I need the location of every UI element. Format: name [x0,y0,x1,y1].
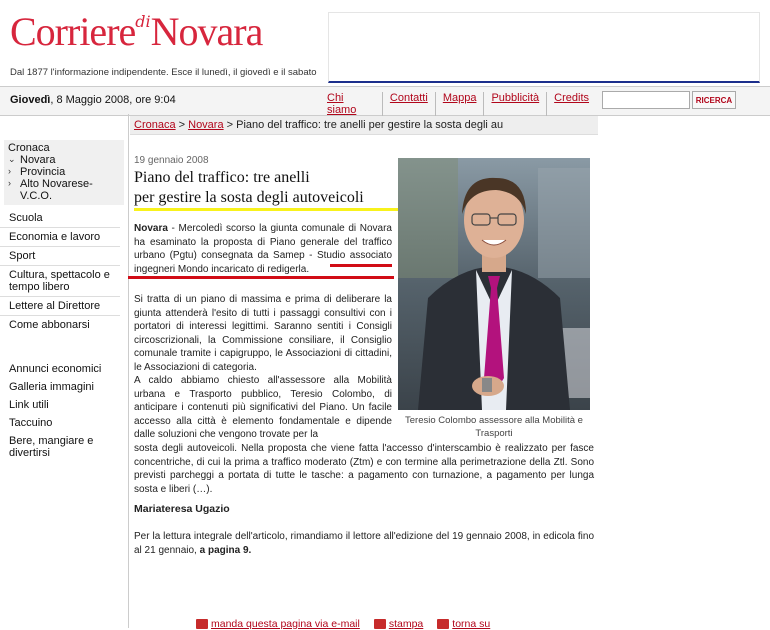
masthead [0,0,770,88]
logo-city-text: Novara [150,9,263,54]
date-bar [0,86,596,116]
banner-ad[interactable] [328,12,760,83]
back-to-top-label: torna su [452,618,491,630]
breadcrumb-novara[interactable]: Novara [188,119,224,131]
highlight-underline [134,208,400,211]
article-paragraph-3: A caldo abbiamo chiesto all'assessore alla Mobilità urbana e Trasporto pubblico, Teresio Colombo, di anticipare i contenuti più significativi del Piano. Un facile accesso alla città è elemento fondamentale e dipende dalle soluzioni che vengono trovate per la [134,375,392,440]
sidebar-item-taccuino[interactable]: Taccuino [9,417,53,429]
sidebar-item-cronaca[interactable]: Cronaca [8,142,50,154]
paragraph-5-page-ref: a pagina 9. [199,544,252,556]
site-logo[interactable] [10,4,262,60]
article-photo [398,158,590,410]
top-nav [320,92,596,116]
chevron-right-icon: › [8,178,11,188]
article-paragraph-5 [134,530,594,557]
paragraph-5-text: Per la lettura integrale dell'articolo, rimandiamo il lettore all'edizione del 19 gennaio 2008, in edicola fino al 21 gennaio, [134,531,594,556]
article-dateline: Novara [134,223,168,234]
logo-main-text: Corriere [10,9,136,54]
red-underline-annotation [330,264,392,267]
sidebar-item-abbonarsi[interactable]: Come abbonarsi [9,319,90,331]
breadcrumb [130,116,598,135]
sidebar-item-link-utili[interactable]: Link utili [9,399,49,411]
sidebar-subitem-label: Provincia [20,166,66,178]
article-paragraph-4: sosta degli autoveicoli. Nella proposta che viene fatta l'accesso d'interscambio è realizzato per fasce concentriche, di cui la prima a traffico moderato (Ztm) e con termine alla perimetrazione della Ztl. Sono previsti parcheggi a portata di tutte le tasche: a pagamento con turnazione, a pagamento per lunga sosta e liberi (…). [134,443,594,495]
portrait-image [398,158,590,410]
back-to-top-link[interactable] [437,618,490,630]
breadcrumb-cronaca[interactable]: Cronaca [134,119,176,131]
headline-line-1: Piano del traffico: tre anelli [134,169,310,186]
breadcrumb-text: Cronaca > Novara > Piano del traffico: tre anelli per gestire la sosta degli au [134,119,504,131]
email-page-link[interactable] [196,618,360,630]
nav-credits[interactable]: Credits [546,92,596,116]
tagline: Dal 1877 l'informazione indipendente. Esce il lunedì, il giovedì e il sabato [10,67,317,78]
current-date [10,94,176,106]
sidebar-subitem-alto-novarese[interactable] [8,178,124,202]
sidebar-item-annunci[interactable]: Annunci economici [9,363,102,375]
search-input[interactable] [602,91,690,109]
nav-chi-siamo[interactable]: Chi siamo [327,92,357,116]
sidebar-item-bere-mangiare[interactable]: Bere, mangiare e divertirsi [9,435,94,459]
sidebar-cronaca-box [4,140,124,205]
sidebar [0,140,128,462]
chevron-down-icon: ⌄ [8,154,16,164]
article-date: 19 gennaio 2008 [134,155,209,166]
current-date-rest: , 8 Maggio 2008, ore 9:04 [50,94,176,106]
footer-links [196,618,490,630]
search-button[interactable]: RICERCA [692,91,736,109]
breadcrumb-current: Piano del traffico: tre anelli per gestire la sosta degli au [236,119,504,131]
print-link[interactable] [374,618,423,630]
nav-contatti[interactable]: Contatti [382,92,435,116]
sidebar-item-galleria[interactable]: Galleria immagini [9,381,94,393]
nav-pubblicita[interactable]: Pubblicità [483,92,546,116]
logo-di-text: di [135,12,151,31]
search-area [596,86,770,116]
article-paragraph-2: Si tratta di un piano di massima e prima di deliberare la giunta attenderà l'esito di tutti i passaggi consultivi con i portatori di interessi legittimi. Saranno sentiti i Consigli circoscrizionali, la Commissione consiliare, il Consiglio comunale tramite i capigruppo, le Associazioni di cittadini, le Associazioni di categoria. [134,294,392,373]
photo-caption: Teresio Colombo assessore alla Mobilità e Trasporti [405,415,583,439]
red-underline-annotation [128,276,394,279]
sidebar-subitem-label: Alto Novarese-V.C.O. [20,178,93,202]
sidebar-item-scuola[interactable]: Scuola [0,209,120,228]
chevron-right-icon: › [8,166,11,176]
print-label: stampa [388,618,424,630]
nav-mappa[interactable]: Mappa [435,92,484,116]
sidebar-item-sport[interactable]: Sport [0,247,120,266]
sidebar-item-lettere[interactable]: Lettere al Direttore [0,297,120,316]
sidebar-subitem-provincia[interactable] [8,166,124,178]
column-divider [128,114,129,628]
paragraph-1-text: - Mercoledì scorso la giunta comunale di Novara ha esaminato la proposta di Piano generale del traffico urbano (Pgtu) consegnata da Samep - Studio associato ingegneri Mondo incaricato di redigerla. [134,223,392,275]
email-page-label: manda questa pagina via e-mail [211,618,360,630]
headline-line-2: per gestire la sosta degli autoveicoli [134,189,364,206]
current-day: Giovedì [10,94,51,106]
article-headline [134,168,394,208]
article-paragraph-1 [134,222,392,276]
sidebar-subitem-label: Novara [20,154,56,166]
sidebar-item-cultura[interactable]: Cultura, spettacolo e tempo libero [0,266,120,297]
sidebar-item-economia[interactable]: Economia e lavoro [0,228,120,247]
sidebar-subitem-novara[interactable] [8,154,124,166]
article-author: Mariateresa Ugazio [134,503,230,515]
